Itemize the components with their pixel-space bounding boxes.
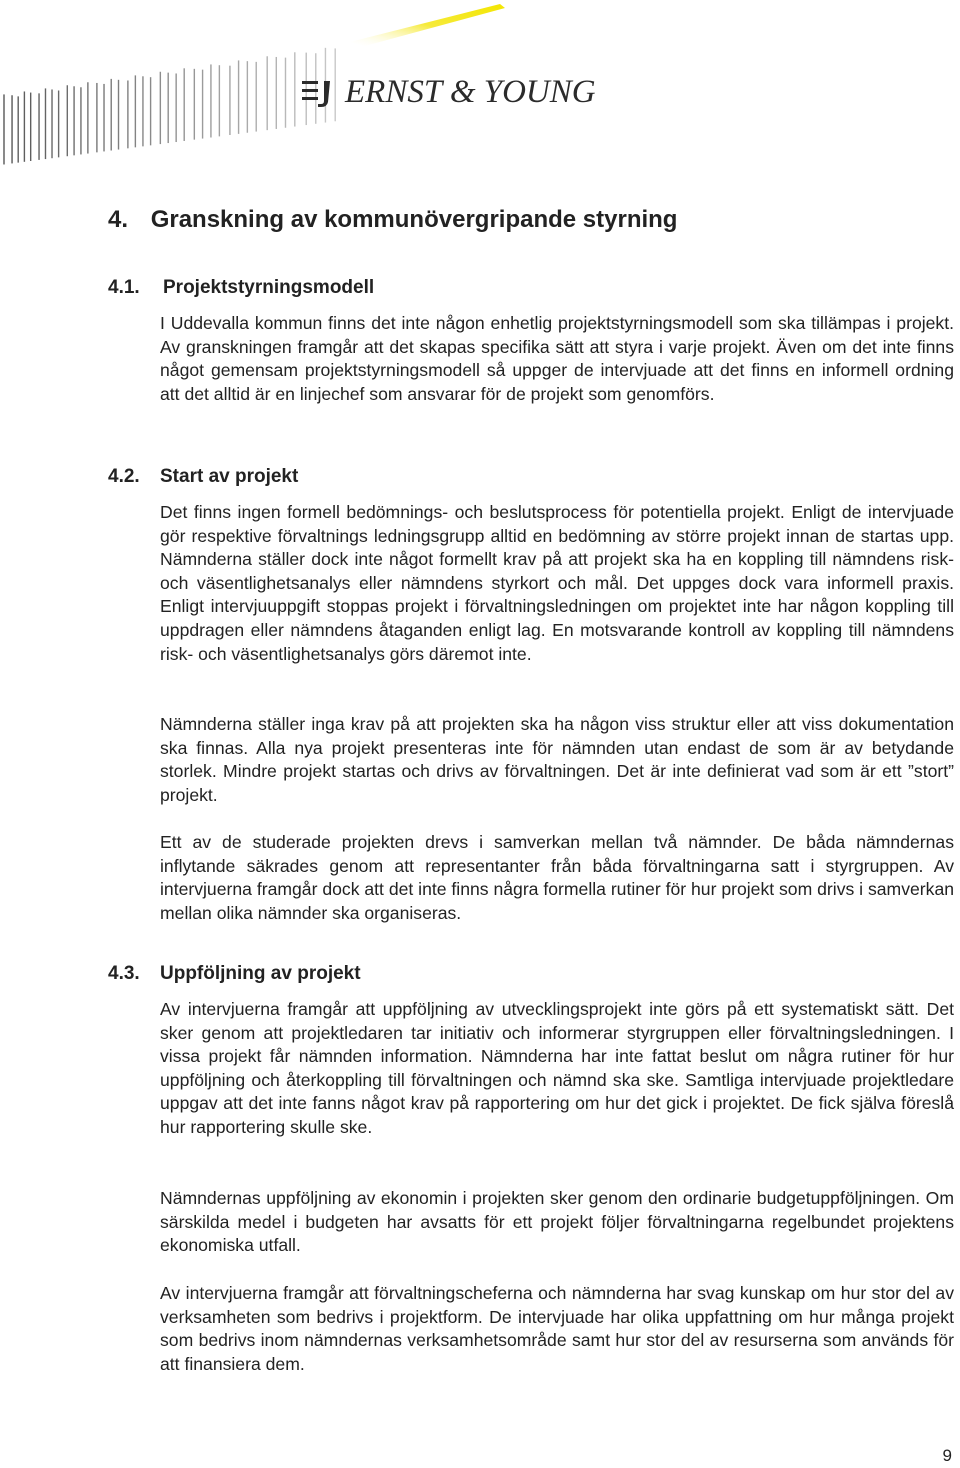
section-paragraph: Nämnderna ställer inga krav på att projekten ska ha någon viss struktur eller att viss dokumentation ska finnas. Alla nya projekt presenteras inte för nämnden utan endast de som är av betydande storlek. Mindre projekt startas och drivs av förvaltningen. Det är inte definierat vad som är ett ”stort” projekt. <box>160 714 954 805</box>
section-paragraph: Ett av de studerade projekten drevs i samverkan mellan två nämnder. De båda nämndernas inflytande säkrades genom att representanter från båda förvaltningarna satt i styrgruppen. Av intervjuerna framgår dock att det inte finns några formella rutiner för hur projekt som drivs i samverkan mellan olika nämnder ska organiseras. <box>160 832 955 923</box>
section-paragraph: I Uddevalla kommun finns det inte någon enhetlig projektstyrningsmodell som ska tillämpas i projekt. Av granskningen framgår att det skapas specifika sätt att styra i varje projekt. Även om det inte finns något gemensam projektstyrningsmodell så uppger de intervjuade att det finns en informell ordning att det alltid är en linjechef som ansvarar för de projekt som genomförs. <box>160 313 954 404</box>
company-logo-text: ERNST & YOUNG <box>345 74 596 110</box>
section-paragraph: Av intervjuerna framgår att uppföljning av utvecklingsprojekt inte görs på ett systematiskt sätt. Det sker genom att projektledaren tar initiativ och informerar styrgruppen eller förvaltningsledningen. I vissa projekt får nämnden information. Nämnderna har inte fattat beslut om några rutiner för hur uppföljning och återkoppling till förvaltningen och nämnd ska ske. Samtliga intervjuade projektledare uppgav att det inte fanns något krav på rapportering om hur det gick i projektet. De fick själva föreslå hur rapportering skulle ske. <box>160 999 954 1137</box>
section-title: Projektstyrningsmodell <box>163 277 375 298</box>
ernst-young-logo-icon <box>300 78 338 108</box>
section-paragraph: Nämndernas uppföljning av ekonomin i projekten sker genom den ordinarie budgetuppföljningen. Om särskilda medel i budgeten har avsatts för ett projekt följer förvaltningarna regelbundet projektens ekonomiska utfall. <box>160 1188 954 1256</box>
chapter-heading <box>108 206 677 234</box>
chapter-number: 4. <box>108 206 129 233</box>
section-title: Start av projekt <box>160 466 299 487</box>
page-header <box>0 0 960 170</box>
section-paragraph: Det finns ingen formell bedömnings- och beslutsprocess för potentiella projekt. Enligt de intervjuade gör respektive förvaltnings ledningsgrupp alltid en bedömning av större projekt innan de startas upp. Nämnderna ställer dock inte något formellt krav på att projekt ska ha en koppling till nämndens risk- och väsentlighetsanalys eller nämndens styrkort och mål. Det uppges dock vara informell praxis. Enligt intervjuuppgift stoppas projekt i förvaltningsledningen om projektet inte har någon koppling till uppdragen eller nämndens åtaganden enligt lag. En motsvarande kontroll av koppling till nämndens risk- och väsentlighetsanalys görs däremot inte. <box>160 502 954 664</box>
page-number: 9 <box>942 1446 952 1465</box>
section-paragraph: Av intervjuerna framgår att förvaltningscheferna och nämnderna har svag kunskap om hur stor del av verksamheten som bedrivs i projektform. De intervjuade har olika uppfattning om hur många projekt som bedrivs inom nämndernas verksamhetsområde samt hur stor del av resurserna som används för att finansiera dem. <box>160 1283 954 1374</box>
section-number: 4.3. <box>108 963 140 984</box>
section-number: 4.1. <box>108 277 140 298</box>
chapter-title: Granskning av kommunövergripande styrning <box>150 206 678 233</box>
section-title: Uppföljning av projekt <box>160 963 361 984</box>
section-number: 4.2. <box>108 466 140 487</box>
yellow-beam-icon <box>350 4 505 46</box>
